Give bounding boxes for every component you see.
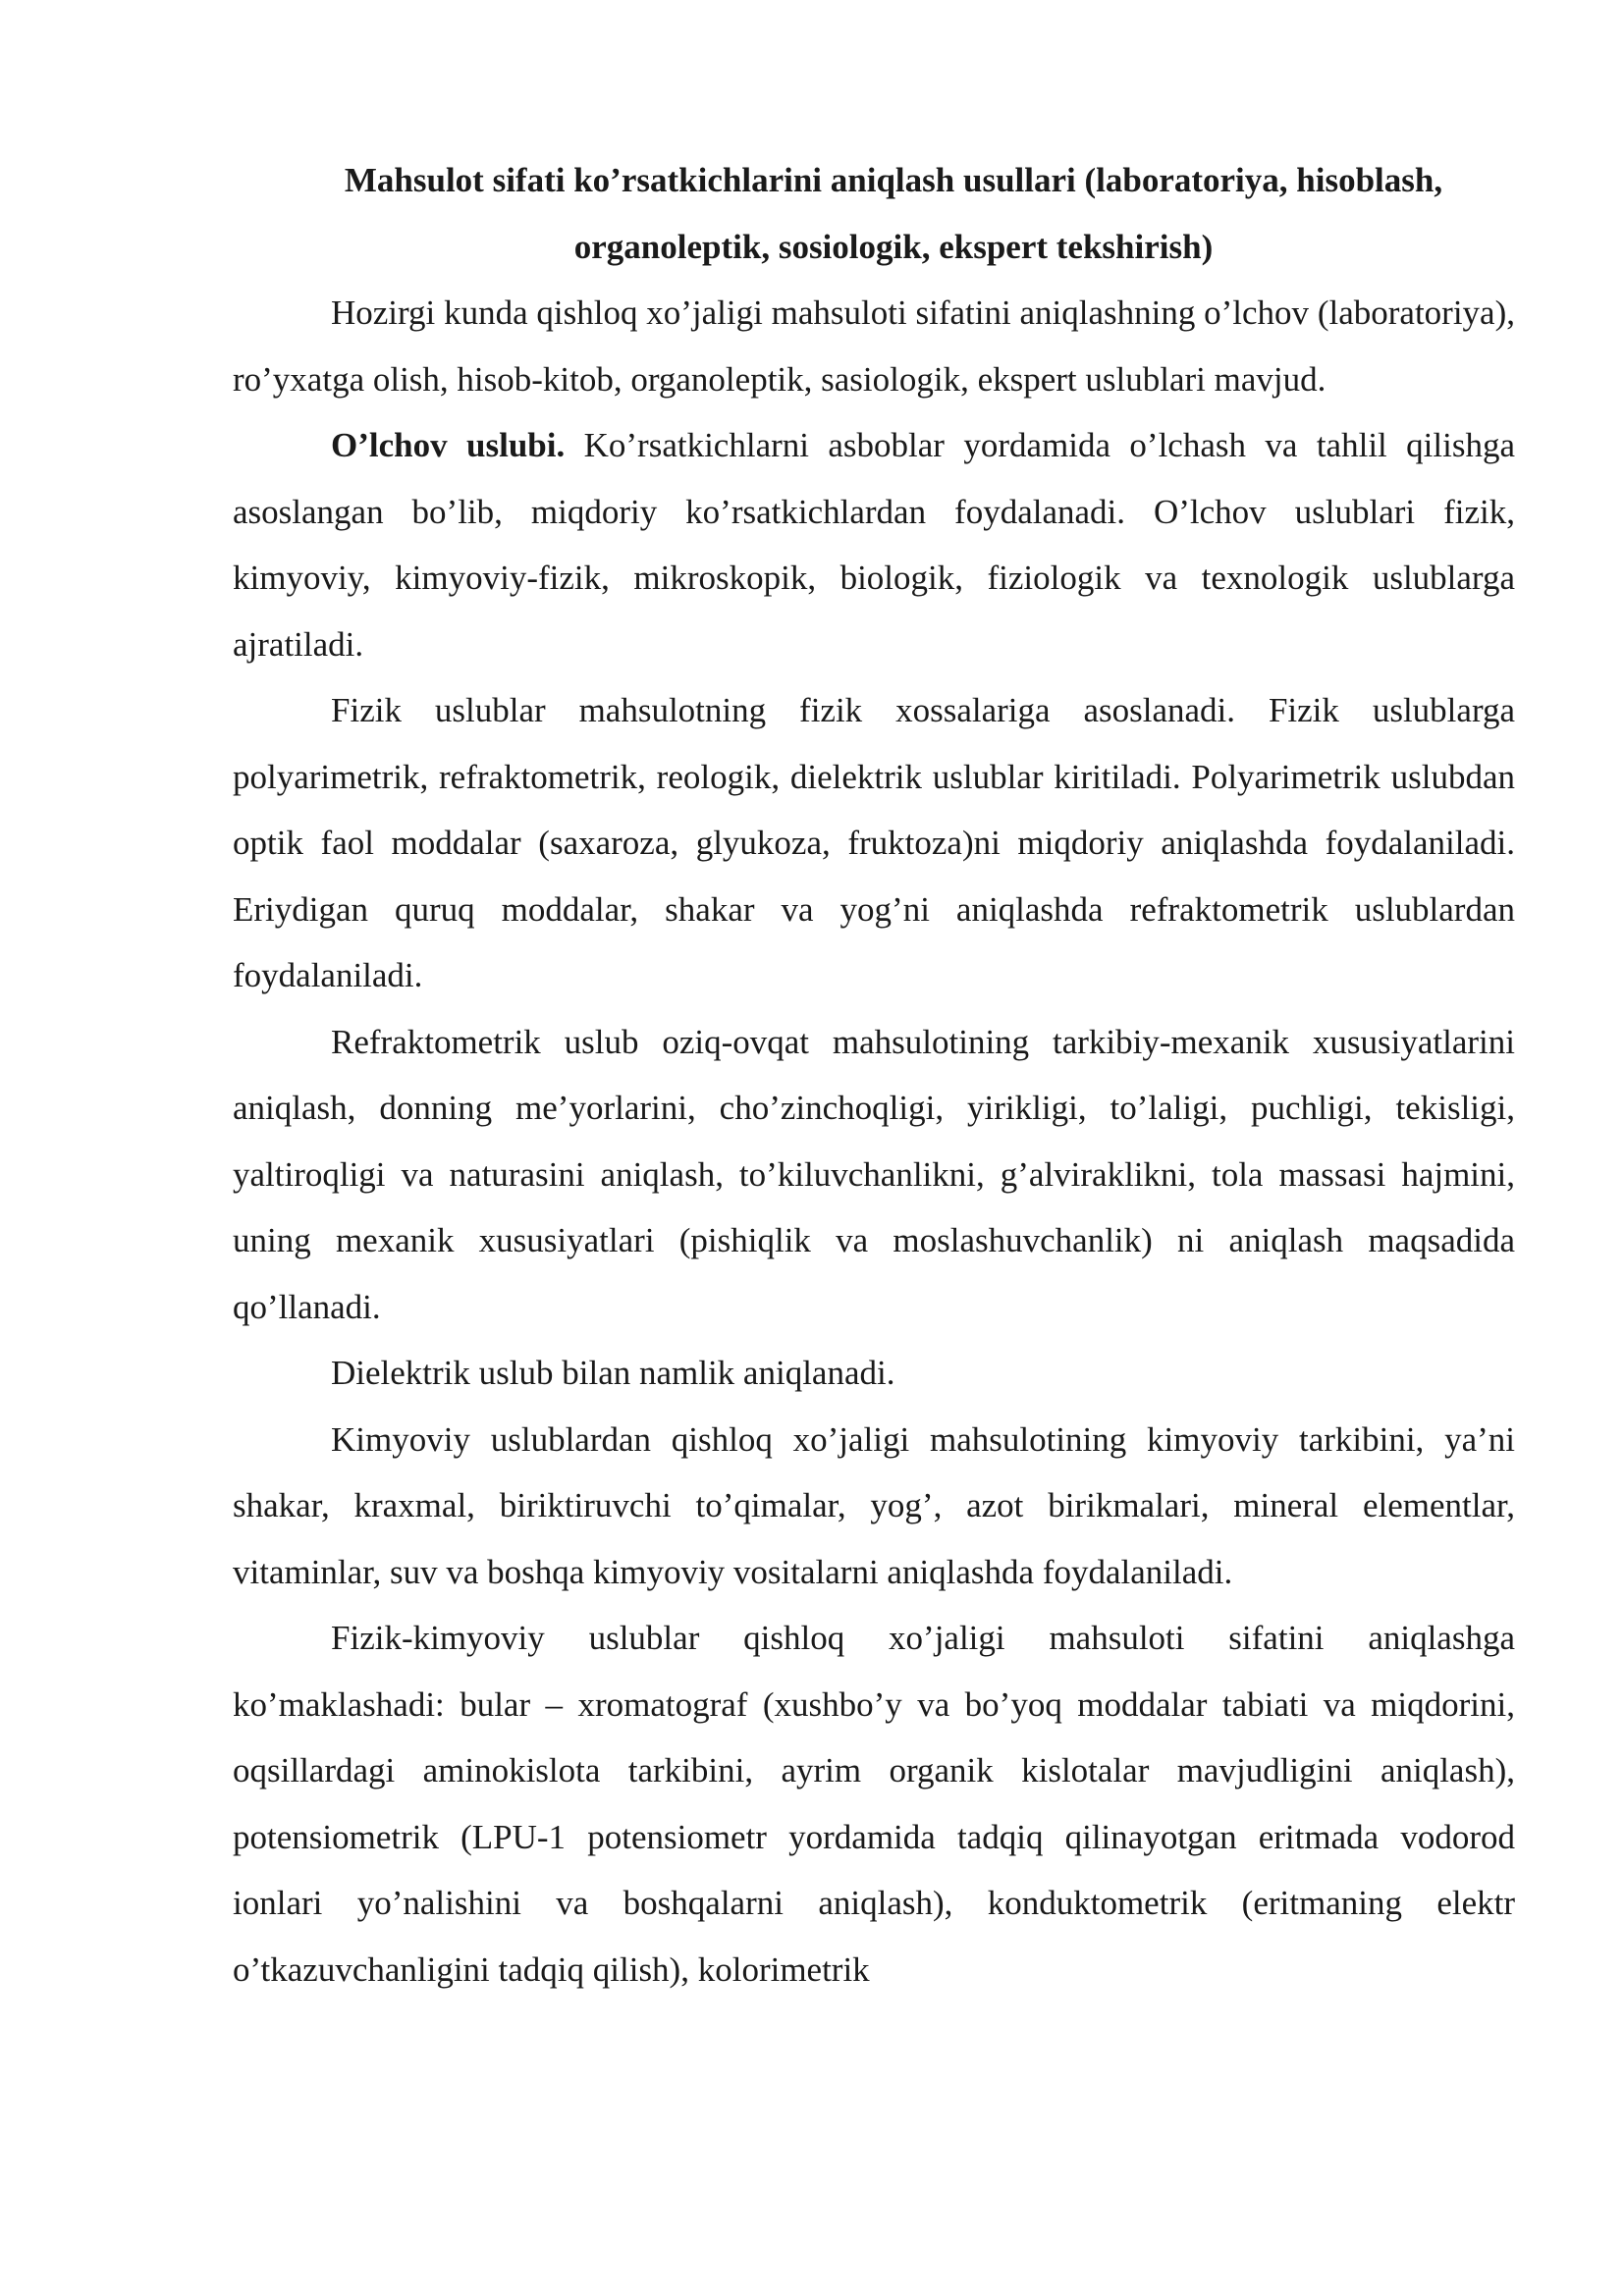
paragraph-3 [233,677,1515,1009]
paragraph-5-text: Dielektrik uslub bilan namlik aniqlanadi. [331,1354,895,1392]
paragraph-5 [233,1340,1515,1407]
paragraph-4-text: Refraktometrik uslub oziq-ovqat mahsulotining tarkibiy-mexanik xususiyatlarini aniqlash, donning me’yorlarini, cho’zinchoqligi, yirikligi, to’laligi, puchligi, tekisligi, yaltiroqligi va naturasini aniqlash, to’kiluvchanlikni, g’alviraklikni, tola massasi hajmini, uning mexanik xususiyatlari (pishiqlik va moslashuvchanlik) ni aniqlash maqsadida qo’llanadi. [233,1022,1515,1326]
paragraph-4 [233,1009,1515,1341]
paragraph-6-text: Kimyoviy uslublardan qishloq xo’jaligi mahsulotining kimyoviy tarkibini, ya’ni shakar, kraxmal, biriktiruvchi to’qimalar, yog’, azot birikmalari, mineral elementlar, vitaminlar, suv va boshqa kimyoviy vositalarni aniqlashda foydalaniladi. [233,1419,1515,1591]
document-title: Mahsulot sifati ko’rsatkichlarini aniqlash usullari (laboratoriya, hisoblash, organoleptik, sosiologik, ekspert tekshirish) [344,161,1443,266]
paragraph-1 [233,280,1515,412]
paragraph-3-text: Fizik uslublar mahsulotning fizik xossalariga asoslanadi. Fizik uslublarga polyarimetrik, refraktometrik, reologik, dielektrik uslublar kiritiladi. Polyarimetrik uslubdan optik faol moddalar (saxaroza, glyukoza, fruktoza)ni miqdoriy aniqlashda foydalaniladi. Eriydigan quruq moddalar, shakar va yog’ni aniqlashda refraktometrik uslublardan foydalaniladi. [233,691,1515,994]
paragraph-2 [233,412,1515,677]
paragraph-2-lead: O’lchov uslubi. [331,426,566,464]
paragraph-2-text: Ko’rsatkichlarni asboblar yordamida o’lchash va tahlil qilishga asoslangan bo’lib, miqdoriy ko’rsatkichlardan foydalanadi. O’lchov uslublari fizik, kimyoviy, kimyoviy-fizik, mikroskopik, biologik, fiziologik va texnologik uslublarga ajratiladi. [233,426,1515,664]
paragraph-6 [233,1407,1515,1606]
paragraph-1-text: Hozirgi kunda qishloq xo’jaligi mahsuloti sifatini aniqlashning o’lchov (laboratoriya), ro’yxatga olish, hisob-kitob, organoleptik, sasiologik, ekspert uslublari mavjud. [233,294,1515,399]
paragraph-7 [233,1605,1515,2002]
paragraph-7-text: Fizik-kimyoviy uslublar qishloq xo’jaligi mahsuloti sifatini aniqlashga ko’maklashadi: bular – xromatograf (xushbo’y va bo’yoq moddalar tabiati va miqdorini, oqsillardagi aminokislota tarkibini, ayrim organik kislotalar mavjudligini aniqlash), potensiometrik (LPU-1 potensiometr yordamida tadqiq qilinayotgan eritmada vodorod ionlari yo’nalishini va boshqalarni aniqlash), konduktometrik (eritmaning elektr o’tkazuvchanligini tadqiq qilish), kolorimetrik [233,1619,1515,1989]
document-page [233,147,1515,2002]
